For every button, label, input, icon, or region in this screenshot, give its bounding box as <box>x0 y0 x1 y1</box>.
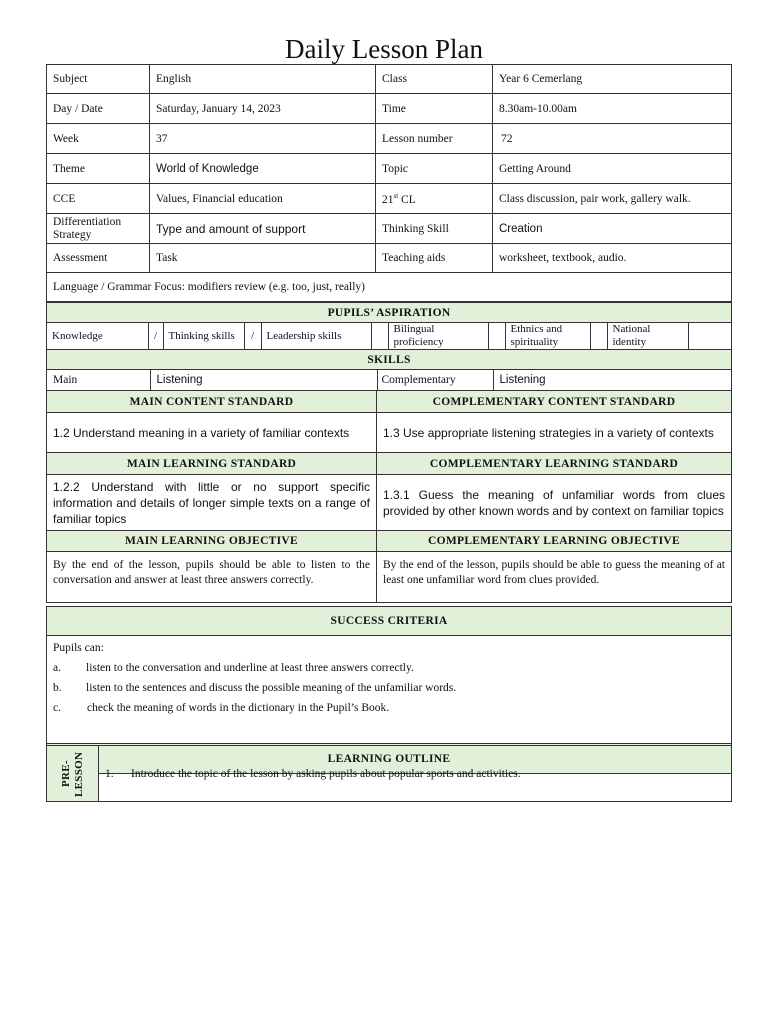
comp-learning-standard: 1.3.1 Guess the meaning of unfamiliar words from clues provided by other known words and by context on familiar topics <box>377 475 732 531</box>
class-value: Year 6 Cemerlang <box>493 65 732 94</box>
topic-label: Topic <box>376 154 493 184</box>
skills-comp-label: Complementary <box>377 370 493 390</box>
aspiration-knowledge: Knowledge <box>47 323 148 349</box>
grammar-focus: Language / Grammar Focus: modifiers review (e.g. too, just, really) <box>47 273 732 302</box>
success-item: c. check the meaning of words in the dictionary in the Pupil’s Book. <box>53 702 390 714</box>
learning-outline-table <box>46 745 732 802</box>
cce-label: CCE <box>47 184 150 214</box>
week-value: 37 <box>150 124 376 154</box>
standards-table <box>46 302 732 603</box>
time-value: 8.30am-10.00am <box>493 94 732 124</box>
comp-content-standard: 1.3 Use appropriate listening strategies in a variety of contexts <box>377 413 732 453</box>
comp-learning-standard-header: COMPLEMENTARY LEARNING STANDARD <box>377 453 732 475</box>
comp-objective: By the end of the lesson, pupils should be able to guess the meaning of at least one unfamiliar word from clues provided. <box>377 552 732 603</box>
day-label: Day / Date <box>47 94 150 124</box>
skills-main-value: Listening <box>150 370 377 390</box>
aspiration-national: National identity <box>607 323 688 349</box>
differentiation-label: Differentiation Strategy <box>47 214 150 244</box>
assessment-label: Assessment <box>47 244 150 273</box>
main-content-standard: 1.2 Understand meaning in a variety of familiar contexts <box>47 413 377 453</box>
thinking-skill-label: Thinking Skill <box>376 214 493 244</box>
aspiration-check-thinking: / <box>244 323 261 349</box>
success-item: b. listen to the sentences and discuss the possible meaning of the unfamiliar words. <box>53 682 457 694</box>
page-title: Daily Lesson Plan <box>285 34 483 64</box>
subject-label: Subject <box>47 65 150 94</box>
success-item: a. listen to the conversation and underline at least three answers correctly. <box>53 662 414 674</box>
main-learning-standard-header: MAIN LEARNING STANDARD <box>47 453 377 475</box>
skills-row <box>47 370 732 390</box>
comp-content-standard-header: COMPLEMENTARY CONTENT STANDARD <box>377 391 732 413</box>
day-value: Saturday, January 14, 2023 <box>150 94 376 124</box>
aspiration-check-national <box>688 323 732 349</box>
step-text: Introduce the topic of the lesson by asking pupils about popular sports and activities. <box>131 767 521 780</box>
lesson-info-table <box>46 64 732 302</box>
topic-value: Getting Around <box>493 154 732 184</box>
aspiration-check-knowledge: / <box>148 323 163 349</box>
thinking-skill-value: Creation <box>493 214 732 244</box>
aspiration-ethnics: Ethnics and spirituality <box>505 323 590 349</box>
lesson-number-value: 72 <box>493 124 732 154</box>
pre-lesson-label: PRE-LESSON <box>59 750 85 797</box>
lesson-number-label: Lesson number <box>376 124 493 154</box>
main-objective-header: MAIN LEARNING OBJECTIVE <box>47 531 377 552</box>
aspiration-check-leadership <box>371 323 388 349</box>
comp-objective-header: COMPLEMENTARY LEARNING OBJECTIVE <box>377 531 732 552</box>
skills-comp-value: Listening <box>499 374 546 386</box>
week-label: Week <box>47 124 150 154</box>
century-learning-label: 21st CL <box>376 184 493 214</box>
aspiration-check-ethnics <box>590 323 607 349</box>
cce-value: Values, Financial education <box>150 184 376 214</box>
main-objective: By the end of the lesson, pupils should be able to listen to the conversation and answer at least three answers correctly. <box>47 552 377 603</box>
aspiration-check-bilingual <box>488 323 505 349</box>
century-learning-value: Class discussion, pair work, gallery walk. <box>493 184 732 214</box>
theme-label: Theme <box>47 154 150 184</box>
step-number: 1. <box>105 767 114 780</box>
aspiration-row <box>47 323 732 349</box>
aspiration-bilingual: Bilingual proficiency <box>388 323 488 349</box>
time-label: Time <box>376 94 493 124</box>
aspiration-header: PUPILS’ ASPIRATION <box>47 303 732 323</box>
success-criteria-header: SUCCESS CRITERIA <box>47 607 732 636</box>
theme-value: World of Knowledge <box>150 154 376 184</box>
assessment-value: Task <box>150 244 376 273</box>
class-label: Class <box>376 65 493 94</box>
main-learning-standard: 1.2.2 Understand with little or no support specific information and details of longer simple texts on a range of familiar topics <box>47 475 377 531</box>
skills-header: SKILLS <box>47 350 732 370</box>
teaching-aids-value: worksheet, textbook, audio. <box>493 244 732 273</box>
skills-main-label: Main <box>47 370 150 390</box>
aspiration-thinking: Thinking skills <box>163 323 244 349</box>
differentiation-value: Type and amount of support <box>150 214 376 244</box>
main-content-standard-header: MAIN CONTENT STANDARD <box>47 391 377 413</box>
subject-value: English <box>150 65 376 94</box>
aspiration-leadership: Leadership skills <box>261 323 371 349</box>
teaching-aids-label: Teaching aids <box>376 244 493 273</box>
learning-outline-header: LEARNING OUTLINE <box>47 744 732 774</box>
success-intro: Pupils can: <box>53 642 104 654</box>
